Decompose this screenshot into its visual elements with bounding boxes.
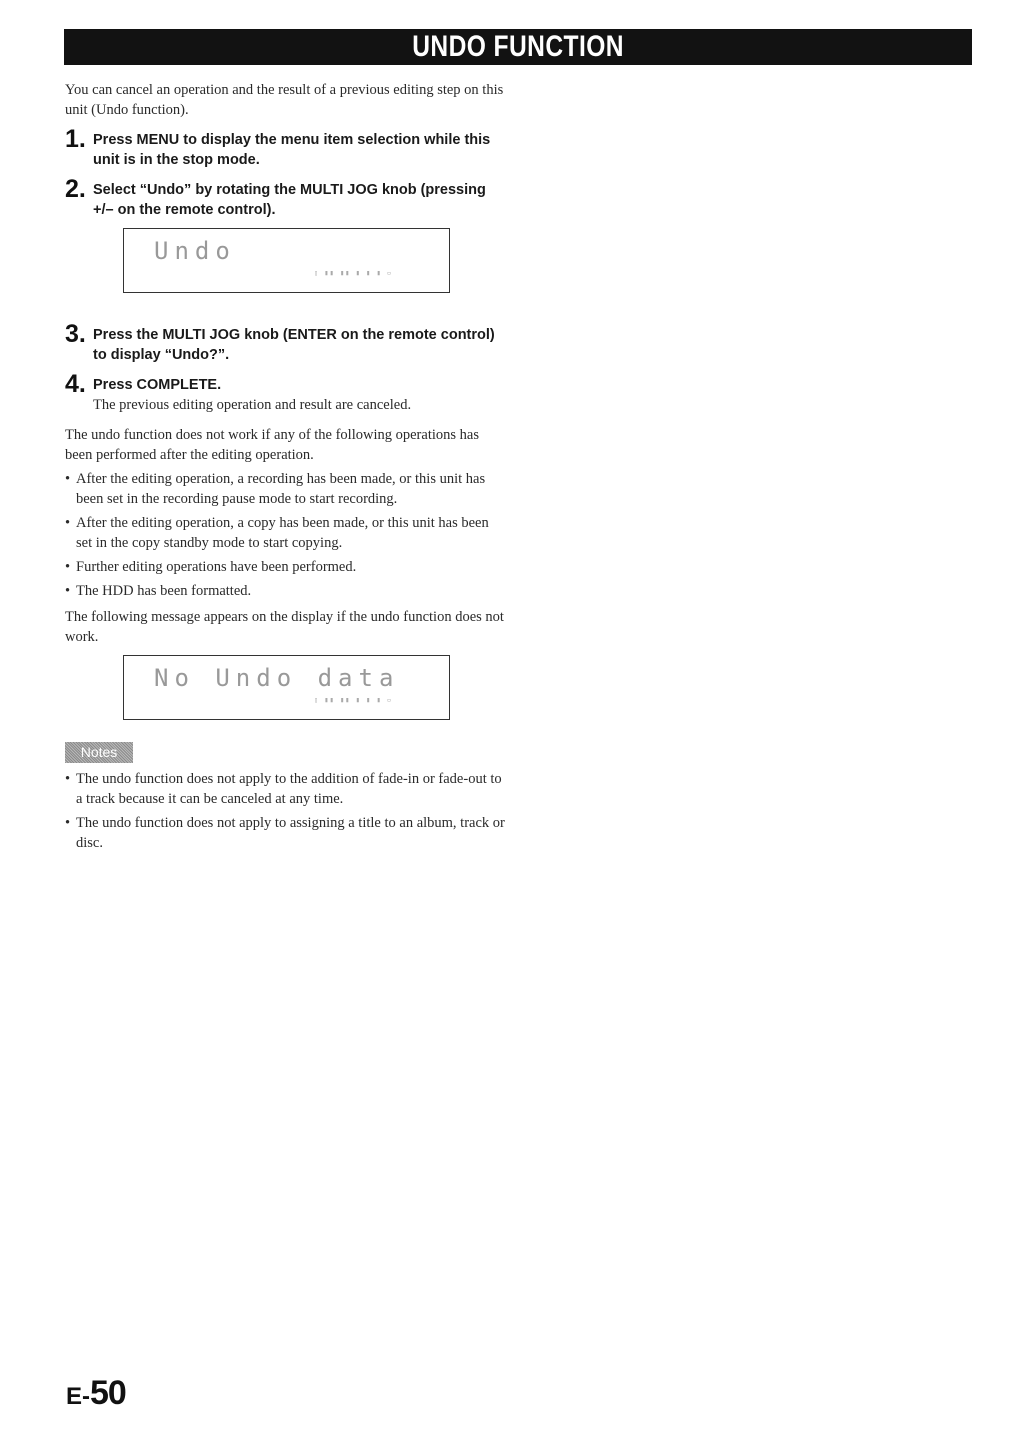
step-2 [65,175,505,220]
notes-list [65,769,505,853]
page-title: UNDO FUNCTION [412,30,624,63]
notes-badge: Notes [65,742,133,763]
lcd-text: No Undo data [154,664,400,692]
list-item: • Further editing operations have been performed. [65,557,505,577]
lcd-indicator-icons: ▯ ▮▮ ▮▮ ▮ ▮ ▮ ▫ [314,269,393,277]
conditions-intro: The undo function does not work if any of the following operations has been performed after the editing operation. [65,427,479,463]
message-intro: The following message appears on the display if the undo function does not work. [65,609,504,645]
conditions-list [65,469,505,601]
content-column [65,80,505,857]
lcd-indicator-icons: ▯ ▮▮ ▮▮ ▮ ▮ ▮ ▫ [314,696,393,704]
step-number: 4. [65,370,86,398]
intro-paragraph: You can cancel an operation and the result of a previous editing step on this unit (Undo function). [65,82,504,118]
step-4 [65,370,505,415]
list-item: • After the editing operation, a recording has been made, or this unit has been set in the recording pause mode to start recording. [65,469,505,509]
step-description: The previous editing operation and result are canceled. [93,397,412,413]
step-text: Press MENU to display the menu item selection while this unit is in the stop mode. [93,132,491,168]
step-number: 3. [65,320,86,348]
step-text: Press the MULTI JOG knob (ENTER on the remote control) to display “Undo?”. [93,327,495,363]
page-number-value: 50 [90,1374,126,1412]
list-item: • The HDD has been formatted. [65,581,505,601]
list-item: • The undo function does not apply to the addition of fade-in or fade-out to a track because it can be canceled at any time. [65,769,505,809]
lcd-display-no-undo [123,655,450,720]
step-number: 1. [65,125,86,153]
page-title-bar [64,29,972,65]
list-item: • After the editing operation, a copy has been made, or this unit has been set in the copy standby mode to start copying. [65,513,505,553]
step-number: 2. [65,175,86,203]
step-text: Select “Undo” by rotating the MULTI JOG knob (pressing +/– on the remote control). [93,182,486,218]
step-text: Press COMPLETE. [93,377,222,393]
page-number [66,1374,126,1413]
step-3 [65,320,505,365]
lcd-text: Undo [154,237,236,265]
lcd-display-undo [123,228,450,293]
step-1 [65,125,505,170]
page-prefix: E- [66,1383,90,1410]
notes-section [65,742,505,853]
list-item: • The undo function does not apply to assigning a title to an album, track or disc. [65,813,505,853]
